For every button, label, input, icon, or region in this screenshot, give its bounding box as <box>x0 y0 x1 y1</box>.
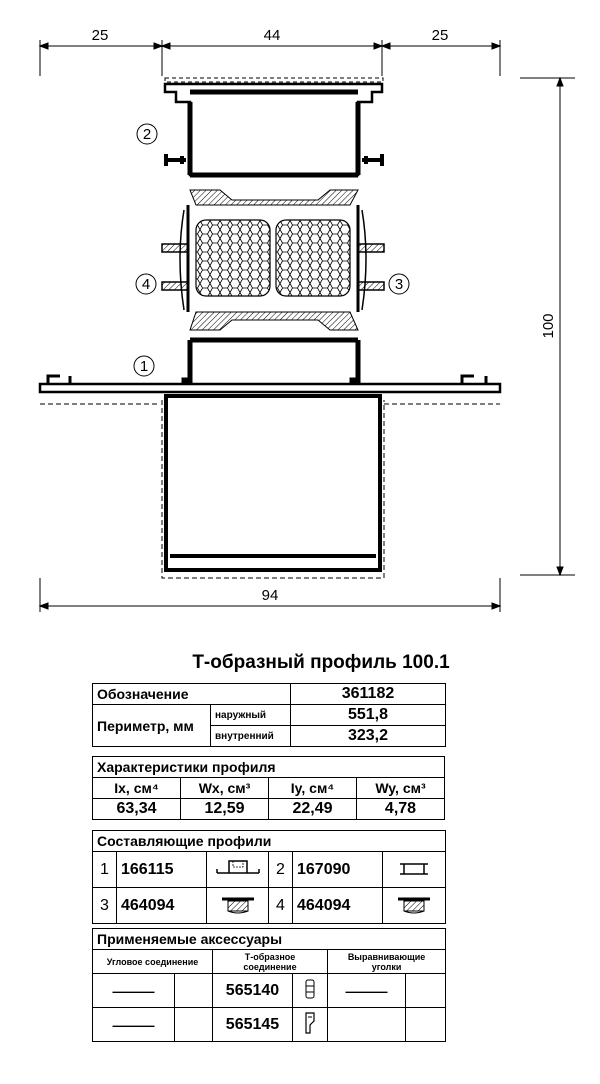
wx-value: 12,59 <box>181 799 269 820</box>
thermal-break <box>162 190 384 330</box>
wy-label: Wy, см³ <box>357 778 445 799</box>
profile-t-icon <box>207 852 269 888</box>
callout-4 <box>136 274 156 294</box>
component-code-4: 464094 <box>293 888 383 924</box>
alignment-corner-header: Выравнивающие уголки <box>328 950 446 974</box>
page-title: Т-образный профиль 100.1 <box>192 652 450 673</box>
align-value-2 <box>328 1008 406 1042</box>
inner-perimeter-value: 323,2 <box>291 726 446 747</box>
dim-middle-label: 44 <box>263 27 281 44</box>
corner-value-2: ——— <box>93 1008 175 1042</box>
connector-block-icon <box>293 974 328 1008</box>
profile-small-icon <box>383 852 446 888</box>
insulation-bar-icon <box>207 888 269 924</box>
component-index-4: 4 <box>269 888 293 924</box>
corner-icon-cell-2 <box>175 1008 213 1042</box>
dim-bottom-label: 94 <box>261 587 279 604</box>
callout-1 <box>134 356 154 376</box>
iy-label: Iy, см⁴ <box>269 778 357 799</box>
wy-value: 4,78 <box>357 799 445 820</box>
corner-icon-cell-1 <box>175 974 213 1008</box>
lower-profile <box>40 340 500 578</box>
callout-2 <box>137 124 157 144</box>
corner-value-1: ——— <box>93 974 175 1008</box>
corner-connection-header: Угловое соединение <box>93 950 213 974</box>
component-code-2: 167090 <box>293 852 383 888</box>
svg-text:3: 3 <box>394 276 404 293</box>
characteristics-header: Характеристики профиля <box>93 757 445 778</box>
connector-bracket-icon <box>293 1008 328 1042</box>
characteristics-table <box>92 756 445 820</box>
svg-text:1: 1 <box>139 358 149 375</box>
dim-height-label: 100 <box>540 313 557 339</box>
align-value-1: ——— <box>328 974 406 1008</box>
iy-value: 22,49 <box>269 799 357 820</box>
outer-perimeter-value: 551,8 <box>291 705 446 726</box>
ix-label: Ix, см⁴ <box>93 778 181 799</box>
wx-label: Wx, см³ <box>181 778 269 799</box>
align-icon-cell-1 <box>406 974 446 1008</box>
dim-right-label: 25 <box>431 27 449 44</box>
component-index-2: 2 <box>269 852 293 888</box>
component-code-1: 166115 <box>117 852 207 888</box>
designation-table <box>92 683 446 747</box>
component-code-3: 464094 <box>117 888 207 924</box>
upper-profile <box>165 78 383 175</box>
dim-left-label: 25 <box>91 27 109 44</box>
inner-perimeter-label: внутренний <box>211 726 291 747</box>
designation-label: Обозначение <box>93 684 291 705</box>
outer-perimeter-label: наружный <box>211 705 291 726</box>
accessories-table <box>92 928 446 1042</box>
insulation-bar-icon <box>383 888 446 924</box>
perimeter-label: Периметр, мм <box>93 705 211 747</box>
accessories-header: Применяемые аксессуары <box>93 929 446 950</box>
designation-value: 361182 <box>291 684 446 705</box>
svg-text:4: 4 <box>141 276 151 293</box>
components-table <box>92 830 446 924</box>
tee-value-1: 565140 <box>213 974 293 1008</box>
component-index-1: 1 <box>93 852 117 888</box>
component-index-3: 3 <box>93 888 117 924</box>
tee-value-2: 565145 <box>213 1008 293 1042</box>
top-dimension <box>40 40 500 76</box>
svg-text:2: 2 <box>142 126 152 143</box>
components-header: Составляющие профили <box>93 831 446 852</box>
callout-3 <box>389 274 409 294</box>
align-icon-cell-2 <box>406 1008 446 1042</box>
ix-value: 63,34 <box>93 799 181 820</box>
tee-connection-header: Т-образное соединение <box>213 950 328 974</box>
